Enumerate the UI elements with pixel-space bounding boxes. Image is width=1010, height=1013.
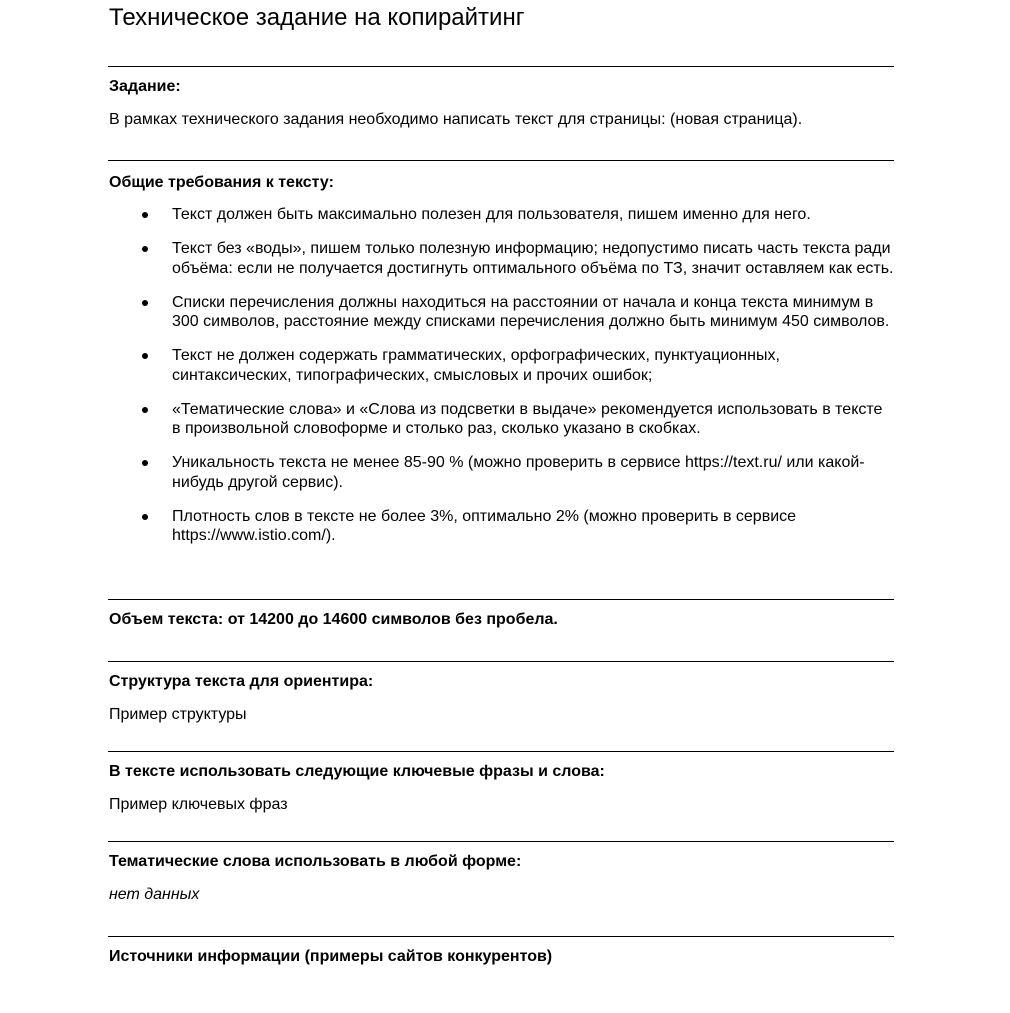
list-item [109, 346, 894, 385]
task-text: В рамках технического задания необходимо написать текст для страницы: (новая страница). [109, 111, 803, 128]
requirements-list [109, 205, 894, 560]
section-divider [108, 599, 894, 600]
list-item [109, 239, 894, 278]
section-divider [108, 160, 894, 161]
bullet-icon [142, 514, 148, 520]
bullet-icon [142, 407, 148, 413]
list-item-text: Плотность слов в тексте не более 3%, оптимально 2% (можно проверить в сервисе https://www.istio.com/). [172, 507, 797, 544]
list-item [109, 507, 894, 546]
list-item-text: Текст без «воды», пишем только полезную информацию; недопустимо писать часть текста ради объёма: если не получается достигнуть оптимального объёма по ТЗ, значит оставляем как есть. [172, 240, 894, 277]
list-item [109, 205, 894, 225]
section-divider [108, 751, 894, 752]
requirements-heading: Общие требования к тексту: [109, 174, 334, 191]
bullet-icon [142, 353, 148, 359]
structure-text: Пример структуры [109, 706, 247, 723]
list-item [109, 453, 894, 492]
list-item [109, 293, 894, 332]
section-divider [108, 661, 894, 662]
structure-heading: Структура текста для ориентира: [109, 673, 374, 690]
keywords-text: Пример ключевых фраз [109, 796, 288, 813]
task-heading: Задание: [109, 78, 181, 95]
sources-heading: Источники информации (примеры сайтов конкурентов) [109, 948, 553, 965]
bullet-icon [142, 300, 148, 306]
list-item-text: Уникальность текста не менее 85-90 % (можно проверить в сервисе https://text.ru/ или какой-нибудь другой сервис). [172, 454, 865, 491]
bullet-icon [142, 212, 148, 218]
bullet-icon [142, 246, 148, 252]
document-title: Техническое задание на копирайтинг [109, 4, 525, 31]
thematic-text: нет данных [109, 886, 200, 903]
list-item-text: Текст не должен содержать грамматических, орфографических, пунктуационных, синтаксических, типографических, смысловых и прочих ошибок; [172, 347, 780, 384]
list-item-text: Текст должен быть максимально полезен для пользователя, пишем именно для него. [172, 206, 811, 223]
section-divider [108, 936, 894, 937]
list-item-text: Списки перечисления должны находиться на расстоянии от начала и конца текста минимум в 300 символов, расстояние между списками перечисления должно быть минимум 450 символов. [172, 293, 890, 330]
keywords-heading: В тексте использовать следующие ключевые фразы и слова: [109, 763, 605, 780]
list-item [109, 400, 894, 439]
thematic-heading: Тематические слова использовать в любой форме: [109, 853, 522, 870]
section-divider [108, 841, 894, 842]
section-divider [108, 66, 894, 67]
bullet-icon [142, 460, 148, 466]
volume-heading: Объем текста: от 14200 до 14600 символов без пробела. [109, 611, 558, 628]
list-item-text: «Тематические слова» и «Слова из подсветки в выдаче» рекомендуется использовать в тексте в произвольной словоформе и столько раз, сколько указано в скобках. [172, 400, 883, 437]
